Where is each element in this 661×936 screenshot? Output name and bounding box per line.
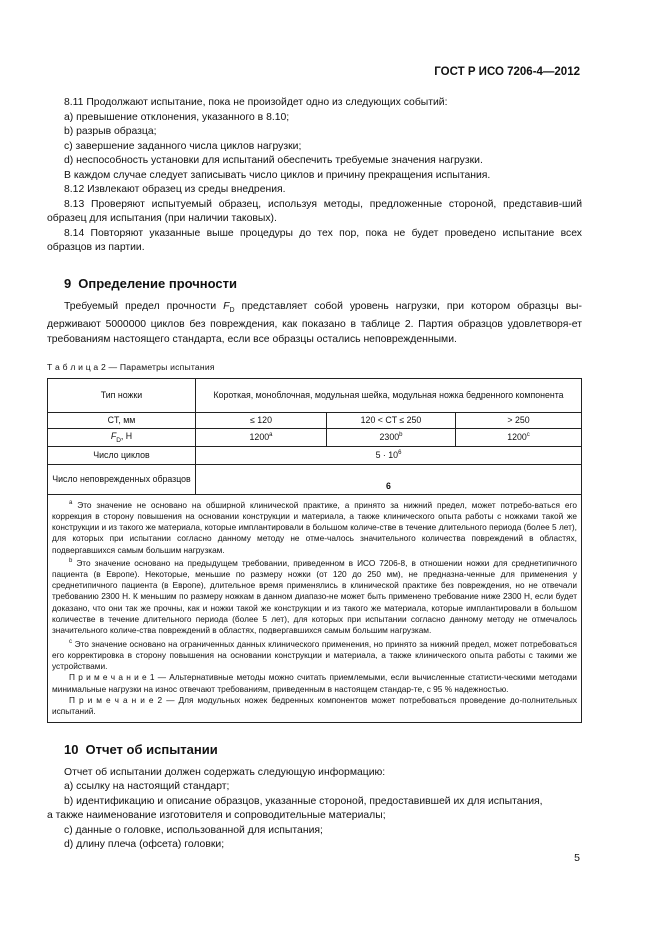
paragraph-8-11: 8.11 Продолжают испытание, пока не произойдет одно из следующих событий:	[64, 97, 448, 108]
page-content	[47, 96, 582, 853]
section-10-number: 10	[64, 741, 79, 757]
list-item: a) ссылку на настоящий стандарт;	[64, 781, 230, 793]
paragraph-8-13: 8.13 Проверяют испытуемый образец, используя методы, предложенные стороной, представив-ший образец для испытания (при наличии таковых).	[47, 198, 582, 224]
table-cell: ≤ 120	[196, 412, 327, 428]
table-header-stem-kinds: Короткая, моноблочная, модульная шейка, модульная ножка бедренного компонента	[196, 378, 582, 412]
table-cell: 2300$^b$	[327, 428, 456, 446]
section-10-body	[47, 766, 582, 853]
intact-value: 6	[196, 464, 582, 494]
list-item: c) завершение заданного числа циклов нагрузки;	[64, 140, 302, 152]
parameters-table	[47, 378, 582, 723]
list-item: d) неспособность установки для испытаний обеспечить требуемые значения нагрузки.	[64, 155, 483, 166]
table-caption: Т а б л и ц а 2 — Параметры испытания	[47, 362, 215, 373]
section-8-tail	[47, 96, 582, 256]
page-number: 5	[574, 852, 580, 864]
footnote-c: $^c$ Это значение основано на ограниченных данных клинического применения, но принято за нижний предел, может потребоваться его корректировка в сторону повышения на основании конструкции и материала, а также клинического опыта работы с такими же устройствами.	[52, 638, 577, 672]
row-label-ct: CT, мм	[48, 412, 196, 428]
paragraph-8-14: 8.14 Повторяют указанные выше процедуры до тех пор, пока не будет проведено испытание всех образцов из партии.	[47, 227, 582, 253]
document-code: ГОСТ Р ИСО 7206-4—2012	[434, 66, 580, 78]
table-cell: 1200$^a$	[196, 428, 327, 446]
list-item: c) данные о головке, использованной для испытания;	[64, 824, 323, 836]
row-label-cycles: Число циклов	[48, 446, 196, 464]
table-footnotes	[48, 494, 582, 722]
table-cell: 120 < CT ≤ 250	[327, 412, 456, 428]
paragraph-record: В каждом случае следует записывать число циклов и причину прекращения испытания.	[64, 169, 491, 181]
section-9-number: 9	[64, 275, 72, 291]
note-2: П р и м е ч а н и е 2 — Для модульных ножек бедренных компонентов может потребоваться проведение до-полнительных испытаний.	[52, 694, 577, 717]
list-item: d) длину плеча (офсета) головки;	[64, 839, 225, 851]
section-9-heading	[64, 276, 582, 291]
paragraph-8-12: 8.12 Извлекают образец из среды внедрения.	[64, 184, 286, 195]
section-10-intro: Отчет об испытании должен содержать следующую информацию:	[64, 766, 386, 778]
list-item: b) разрыв образца;	[64, 126, 157, 137]
footnote-b: $^b$ Это значение основано на предыдущем требовании, приведенном в ИСО 7206-8, в отношении ножки для среднетипичного пациента (в Европе). Некоторые, меньшие по размеру ножки (от 120 до 250 мм), не предназна-ченные для применения у среднетипичного пациента (в Европе), длительное время применялись в клинической практике без повреждения, но не отвечали требованию 2300 Н. К меньшим по размеру ножкам в данном диапазо-не может быть применено требование ниже 2300 Н, если будет доказано, что они так же прочны, как и ножки такой же конструкции и из такого же материала, которые имплантировали в большом количестве в течение длительного периода (более 5 лет), для которых при испытании согласно данному методу не отмечалось значительного количе-ства повреждений в областях, подвергавшихся самым большим нагрузкам.	[52, 557, 577, 636]
section-9-title: Определение прочности	[78, 275, 238, 291]
section-10-heading	[64, 742, 582, 757]
table-cell: 1200$^c$	[456, 428, 582, 446]
row-label-fd: $F_D$, Н	[48, 428, 196, 446]
table-cell: > 250	[456, 412, 582, 428]
row-label-intact: Число неповрежденных образцов	[48, 464, 196, 494]
list-item: b) идентификацию и описание образцов, указанные стороной, предоставившей их для испытания,	[64, 795, 543, 807]
section-10-title: Отчет об испытании	[85, 741, 218, 757]
cycles-value: $5 \cdot 10^6$	[196, 446, 582, 464]
section-9-paragraph: Требуемый предел прочности $F_D$ представляет собой уровень нагрузки, при котором образцы вы-держивают 5000000 циклов без повреждения, как показано в таблице 2. Партия образцов удовлетворя-ет требованиям настоящего стандарта, если все образцы остались неповрежденными.	[47, 300, 582, 345]
table-header-stem-type: Тип ножки	[48, 378, 196, 412]
note-1: П р и м е ч а н и е 1 — Альтернативные методы можно считать приемлемыми, если вычисленные статисти-ческими методами минимальные нагрузки на износ отвечают требованиям, приведенным в настоящем стандар-те, с 95 % надежностью.	[52, 672, 577, 694]
list-item: a) превышение отклонения, указанного в 8.10;	[64, 111, 290, 123]
list-item-continuation: а также наименование изготовителя и сопроводительные материалы;	[47, 810, 386, 822]
footnote-a: $^a$ Это значение не основано на обширной клинической практике, а принято за нижний предел, может потребо-ваться его коррекция в сторону повышения на основании конструкции и материала, а также клинического опыта работы с ножками такой же конструкции и из такого же материала, которые имплантировали в большом количе-стве в течение длительного периода (более 5 лет), для которых при испытании согласно данному методу не отме-чалось значительного количества повреждений в областях, подвергавшихся самым большим нагрузкам.	[52, 499, 577, 555]
